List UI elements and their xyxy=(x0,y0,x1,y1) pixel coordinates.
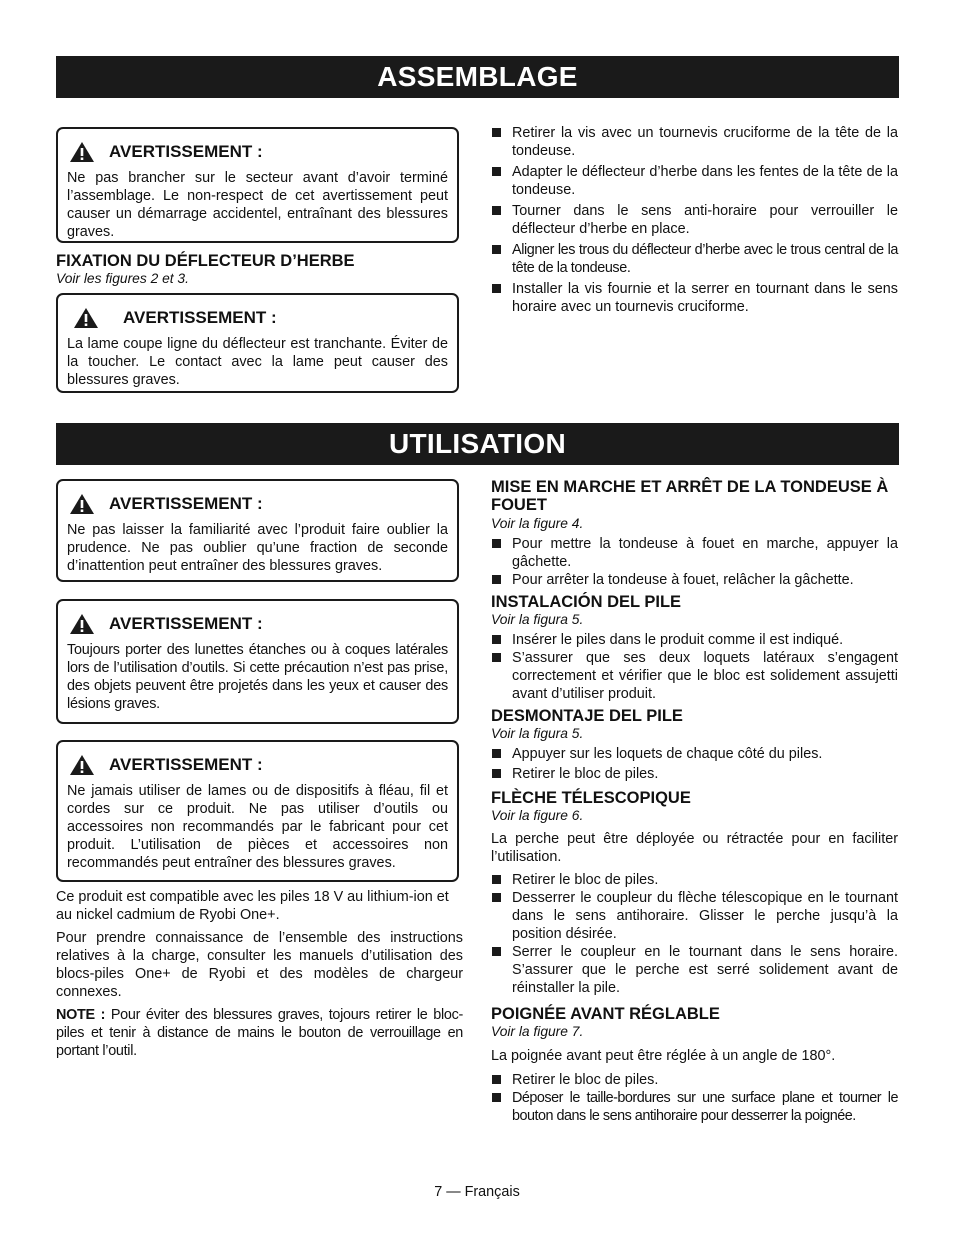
note-paragraph xyxy=(56,1006,463,1060)
list-item: Retirer la vis avec un tournevis cruciforme de la tête de la tondeuse. xyxy=(491,124,898,160)
warning-box xyxy=(56,740,459,882)
warning-text: Ne pas brancher sur le secteur avant d’avoir terminé l’assemblage. Le non-respect de cet avertissement peut causer un démarrage accidentel, entraînant des blessures graves. xyxy=(67,170,448,240)
section-banner-assemblage: ASSEMBLAGE xyxy=(56,56,899,98)
list-item: Tourner dans le sens anti-horaire pour verrouiller le déflecteur d’herbe en place. xyxy=(491,202,898,238)
boom-intro: La perche peut être déployée ou rétractée pour en faciliter l’utilisation. xyxy=(491,831,898,865)
section-heading: MISE EN MARCHE ET ARRÊT DE LA TONDEUSE À FOUET xyxy=(491,478,889,514)
section-heading: FLÈCHE TÉLESCOPIQUE xyxy=(491,789,691,807)
list-item: Insérer le piles dans le produit comme il est indiqué. xyxy=(491,631,898,649)
warning-title: AVERTISSEMENT : xyxy=(109,755,263,774)
list-item: Pour arrêter la tondeuse à fouet, relâcher la gâchette. xyxy=(491,571,898,589)
section-heading: INSTALACIÓN DEL PILE xyxy=(491,593,682,611)
warning-text: Ne jamais utiliser de lames ou de dispositifs à fléau, fil et cordes sur ce produit. Ne pas utiliser d’outils ou accessoires non recommandés par le fabricant pour cet produit. L’utilisation de pièces et accessoires non recommandés peut entraîner des blessures graves. xyxy=(67,783,448,871)
remove-list xyxy=(491,745,898,783)
compatibility-paragraph: Ce produit est compatible avec les piles 18 V au lithium-ion et au nickel cadmium de Ryobi One+. xyxy=(56,889,449,923)
warning-text: Ne pas laisser la familiarité avec l’produit faire oublier la prudence. Ne pas oublier qu’une fraction de seconde d’inattention peut entraîner des blessures graves. xyxy=(67,522,448,574)
list-item: Déposer le taille-bordures sur une surface plane et tourner le bouton dans le sens antihoraire pour desserrer la poignée. xyxy=(491,1089,898,1125)
warning-box xyxy=(56,479,459,582)
figure-reference: Voir la figure 6. xyxy=(491,808,584,823)
list-item: Serrer le coupleur en le tournant dans le sens horaire. S’assurer que le perche est serré solidement avant de réinstaller la pile. xyxy=(491,943,898,997)
warning-triangle-icon xyxy=(73,307,99,329)
warning-title: AVERTISSEMENT : xyxy=(109,142,263,161)
handle-intro: La poignée avant peut être réglée à un angle de 180°. xyxy=(491,1048,836,1064)
section-heading: DESMONTAJE DEL PILE xyxy=(491,707,683,725)
warning-title: AVERTISSEMENT : xyxy=(109,494,263,513)
list-item: Retirer le bloc de piles. xyxy=(491,1071,898,1089)
warning-box xyxy=(56,293,459,393)
list-item: Pour mettre la tondeuse à fouet en marche, appuyer la gâchette. xyxy=(491,535,898,571)
section-heading: FIXATION DU DÉFLECTEUR D’HERBE xyxy=(56,252,355,270)
warning-triangle-icon xyxy=(69,613,95,635)
list-item: Appuyer sur les loquets de chaque côté du piles. xyxy=(491,745,898,763)
note-label: NOTE : xyxy=(56,1007,106,1023)
figure-reference: Voir la figura 5. xyxy=(491,726,584,741)
page-footer: 7 — Français xyxy=(434,1184,520,1200)
warning-triangle-icon xyxy=(69,754,95,776)
warning-text: Toujours porter des lunettes étanches ou à coques latérales lors de l’utilisation d’outils. Si cette précaution n’est pas prise, des objets peuvent être projetés dans les yeux et causer des lésions graves. xyxy=(67,642,448,712)
list-item: Desserrer le coupleur du flèche télescopique en le tournant dans le sens antihoraire. Glisser le perche jusqu’à la position désirée. xyxy=(491,889,898,943)
list-item: Installer la vis fournie et la serrer en tournant dans le sens horaire avec un tournevis cruciforme. xyxy=(491,280,898,316)
warning-text: La lame coupe ligne du déflecteur est tranchante. Éviter de la toucher. Le contact avec la lame peut causer des blessures graves. xyxy=(67,336,448,388)
warning-title: AVERTISSEMENT : xyxy=(109,614,263,633)
list-item: Adapter le déflecteur d’herbe dans les fentes de la tête de la tondeuse. xyxy=(491,163,898,199)
assembly-steps-list xyxy=(491,124,898,316)
install-list xyxy=(491,631,898,703)
note-text: Pour éviter des blessures graves, tojours retirer le bloc-piles et tenir à distance de mains le bouton de verrouillage en portant l’outil. xyxy=(56,1007,463,1059)
warning-box xyxy=(56,127,459,243)
warning-box xyxy=(56,599,459,724)
section-heading: POIGNÉE AVANT RÉGLABLE xyxy=(491,1005,720,1023)
figure-reference: Voir les figures 2 et 3. xyxy=(56,271,189,286)
list-item: Retirer le bloc de piles. xyxy=(491,765,898,783)
figure-reference: Voir la figure 4. xyxy=(491,516,584,531)
handle-list xyxy=(491,1071,898,1125)
list-item: S’assurer que ses deux loquets latéraux s’engagent correctement et vérifier que le bloc est solidement assujetti avant d’utiliser produit. xyxy=(491,649,898,703)
list-item: Aligner les trous du déflecteur d’herbe avec le trous central de la tête de la tondeuse. xyxy=(491,241,898,277)
figure-reference: Voir la figura 5. xyxy=(491,612,584,627)
boom-list xyxy=(491,871,898,997)
warning-title: AVERTISSEMENT : xyxy=(123,308,277,327)
warning-triangle-icon xyxy=(69,141,95,163)
list-item: Retirer le bloc de piles. xyxy=(491,871,898,889)
section-banner-utilisation: UTILISATION xyxy=(56,423,899,465)
charging-paragraph: Pour prendre connaissance de l’ensemble des instructions relatives à la charge, consulter les manuels d’utilisation des blocs-piles One+ de Ryobi et des modèles de chargeur connexes. xyxy=(56,930,463,1000)
start-stop-list xyxy=(491,535,898,589)
figure-reference: Voir la figure 7. xyxy=(491,1024,584,1039)
warning-triangle-icon xyxy=(69,493,95,515)
